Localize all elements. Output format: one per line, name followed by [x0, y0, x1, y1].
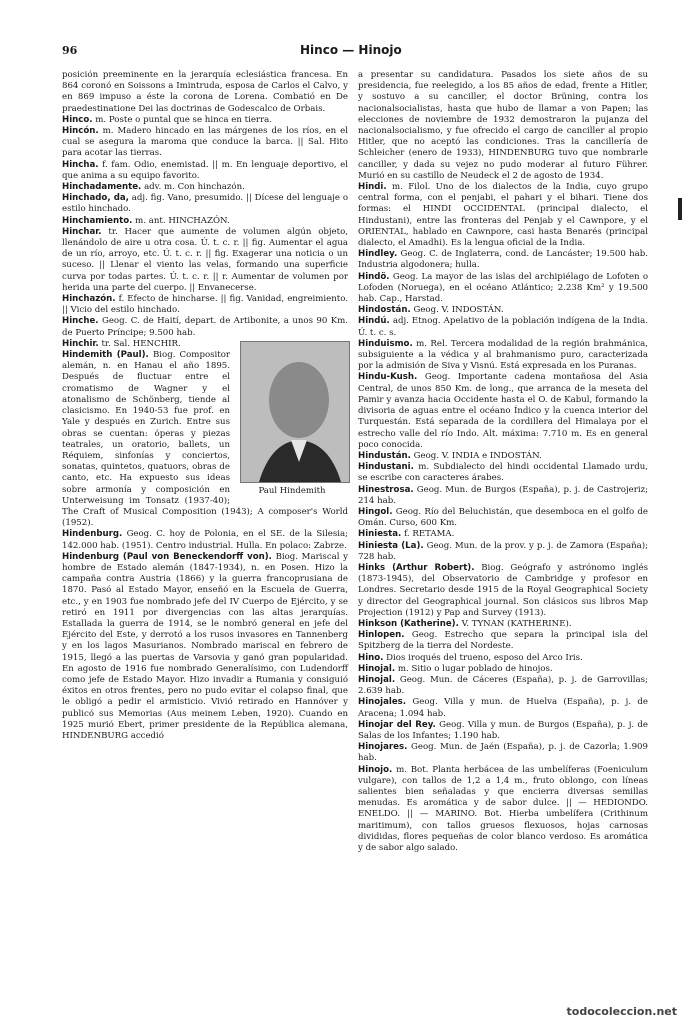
- entry-text: Geog. Importante cadena montañosa del Asia Central, de unos 850 Km. de long., que arranca de la meseta del Pamir y avanza hacia Occidente hasta el O. de Kabul, formando la divisoria de aguas entre el océano Índico y la cuenca interior del Turquestán. Está separada de la cordillera del Himalaya por el estrecho valle del río Indo. Alt. máxima: 7.710 m. Es en general poco conocida.: [358, 372, 648, 450]
- dictionary-entry: [358, 664, 648, 675]
- dictionary-entry: [358, 675, 648, 697]
- entry-text: posición preeminente en la jerarquía eclesiástica francesa. En 864 coronó en Soissons a Imintruda, esposa de Carlos el Calvo, y en 869 impuso a éste la corona de Lorena. Combatió en De praedestinatione Dei las doctrinas de Godescalco de Orbais.: [62, 70, 348, 114]
- dictionary-entry: [358, 70, 648, 182]
- entry-text: a presentar su candidatura. Pasados los siete años de su presidencia, fue reelegido, a los 85 años de edad, frente a Hitler, y sostuvo a su canciller, el doctor Brüning, contra los nacionalsocialistas, hasta que hubo de llamar a von Papen; las elecciones de noviembre de 1932 demostraron la pujanza del nacionalsocialismo, y fue ofrecido el cargo de canciller al propio Hitler, que no aceptó las condiciones. Tras la cancillería de Schleicher (enero de 1933), HINDENBURG tuvo que nombrarle canciller, y dada su vejez no pudo moderar al futuro Führer. Murió en su castillo de Neudeck el 2 de agosto de 1934.: [358, 70, 648, 181]
- dictionary-entry: [358, 619, 648, 630]
- entry-headword: Hindustani.: [358, 462, 414, 473]
- entry-text: f. fam. Odio, enemistad. || m. En lenguaje deportivo, el que anima a su equipo favorito.: [62, 159, 349, 181]
- dictionary-entry: [358, 563, 648, 619]
- entry-text: Geog. Mun. de Burgos (España), p. j. de Castrojeriz; 214 hab.: [358, 484, 649, 506]
- watermark: todocoleccion.net: [566, 1005, 677, 1018]
- running-head: Hinco — Hinojo: [300, 43, 402, 57]
- entry-text: Geog. C. hoy de Polonia, en el SE. de la Silesia; 142.000 hab. (1951). Centro industrial. Hulla. En polaco: Zabrze.: [62, 529, 348, 551]
- dictionary-entry: [358, 316, 648, 338]
- dictionary-entry: [62, 227, 348, 294]
- entry-text: m. ant. HINCHAZÓN.: [135, 215, 230, 226]
- entry-headword: Hindenburg (Paul von Beneckendorff von).: [62, 551, 272, 562]
- dictionary-entry: [62, 160, 348, 182]
- entry-headword: Hingol.: [358, 506, 393, 517]
- entry-headword: Hindustán.: [358, 450, 411, 461]
- entry-headword: Hinestrosa.: [358, 484, 414, 495]
- dictionary-entry: [62, 316, 348, 338]
- entry-text: m. Bot. Planta herbácea de las umbelíferas (Foeniculum vulgare), con tallos de 1,2 a 1,4 m., fruto oblongo, con líneas salientes bien señaladas y que encierra diversas semillas menudas. Es aromática y de sabor dulce. || — HEDIONDO. ENELDO. || — MARINO. Bot. Hierba umbelífera (Crithinum maritimum), con tallos gruesos flexuosos, hojas carnosas divididas, flores pequeñas de color blanco verdoso. Es aromática y de sabor algo salado.: [358, 764, 648, 854]
- dictionary-entry: [62, 70, 348, 115]
- dictionary-entry: [358, 742, 648, 764]
- entry-headword: Hindemith (Paul).: [62, 350, 149, 361]
- entry-text: f. RETAMA.: [404, 529, 455, 540]
- entry-headword: Hindi.: [358, 182, 387, 193]
- entry-headword: Hinchamiento.: [62, 215, 133, 226]
- entry-text: Dios iroqués del trueno, esposo del Arco Iris.: [386, 652, 583, 663]
- entry-text: tr. Hacer que aumente de volumen algún objeto, llenándolo de aire u otra cosa. Ú. t. c. r. || fig. Aumentar el agua de un río, arroyo, etc. Ú. t. c. r. || fig. Exagerar una noticia o un suceso. || Llenar el viento las velas, formando una superficie curva por todas partes. Ú. t. c. r. || r. Aumentar de volumen por herida una parte del cuerpo. || Envanecerse.: [62, 226, 348, 293]
- entry-text: tr. Sal. HENCHIR.: [101, 338, 181, 349]
- entry-text: Geog. Río del Beluchistán, que desemboca en el golfo de Omán. Curso, 600 Km.: [358, 506, 648, 529]
- entry-headword: Hinlopen.: [358, 630, 405, 641]
- entry-text: m. Filol. Uno de los dialectos de la India, cuyo grupo central forma, con el penjabi, el pahari y el bihari. Tiene dos formas: el HINDI OCCIDENTAL (principal dialecto, el Hindustani), entre las fronteras del Penjab y el Cawnpore, y el ORIENTAL, hablado en Cawnpore, casi hasta Benarés (principal dialecto, el Amadhi). Es la lengua oficial de la India.: [358, 182, 648, 249]
- dictionary-entry: [62, 115, 348, 126]
- entry-text: Geog. C. de Haití, depart. de Artibonite, a unos 90 Km. de Puerto Príncipe; 9.500 hab.: [62, 316, 349, 338]
- dictionary-entry: [358, 372, 648, 450]
- entry-text: m. Poste o puntal que se hinca en tierra.: [95, 114, 272, 125]
- entry-headword: Hindenburg.: [62, 529, 123, 540]
- entry-text: Geog. Estrecho que separa la principal isla del Spitzberg de la tierra del Nordeste.: [358, 630, 649, 652]
- entry-text: m. Madero hincado en las márgenes de los ríos, en el cual se asegura la maroma que conduce la barca. || Sal. Hito para acotar las tierras.: [62, 126, 348, 159]
- entry-headword: Hiniesta.: [358, 529, 402, 540]
- entry-headword: Hinkson (Katherine).: [358, 618, 459, 629]
- dictionary-entry: [62, 529, 348, 551]
- entry-headword: Hino.: [358, 652, 384, 663]
- entry-text: Biog. Mariscal y hombre de Estado alemán (1847-1934), n. en Posen. Hizo la campaña contra Austria (1866) y la guerra francoprusiana de 1870. Pasó al Estado Mayor, enseñó en la Escuela de Guerra, etc., y en 1903 fue nombrado jefe del IV Cuerpo de Ejército, y se retiró en 1911 por divergencias con las altas jerarquías. Estallada la guerra de 1914, se le nombró general en jefe del Ejército del Este, y derrotó a los rusos invasores en Tannenberg y en los lagos Masurianos. Nombrado mariscal en febrero de 1915, llegó a las puertas de Varsovia y ganó gran popularidad. En agosto de 1916 fue nombrado Generalísimo, con Ludendorff como jefe de Estado Mayor. Hizo invadir a Rumania y consiguió éxitos en otros frentes, pero no pudo evitar el colapso final, que le obligó a pedir el armisticio. Vivió retirado en Hannóver y publicó sus Memorias (Aus meinem Leben, 1920). Cuando en 1925 murió Ebert, primer presidente de la República alemana, HINDENBURG accedió: [62, 551, 348, 741]
- dictionary-entry: [62, 552, 348, 742]
- dictionary-entry: [358, 462, 648, 484]
- dictionary-entry: [62, 294, 348, 316]
- entry-headword: Hinks (Arthur Robert).: [358, 562, 475, 573]
- dictionary-entry: [62, 182, 348, 193]
- entry-headword: Hincha.: [62, 159, 99, 170]
- dictionary-entry: [358, 720, 648, 742]
- entry-headword: Hinojales.: [358, 697, 407, 708]
- page-number: 96: [62, 44, 78, 57]
- entry-text: Geog. Mun. de Cáceres (España), p. j. de Garrovillas; 2.639 hab.: [358, 674, 648, 697]
- dictionary-entry: [358, 182, 648, 249]
- dictionary-entry: [358, 272, 648, 306]
- dictionary-entry: [358, 451, 648, 462]
- entry-text: Geog. Villa y mun. de Burgos (España), p. j. de Salas de los Infantes; 1.190 hab.: [358, 719, 649, 741]
- dictionary-entry: [358, 249, 648, 271]
- entry-headword: Hinchado, da,: [62, 193, 129, 204]
- entry-text: m. Sitio o lugar poblado de hinojos.: [397, 663, 553, 674]
- entry-headword: Hinchadamente.: [62, 182, 142, 193]
- entry-headword: Hinchar.: [62, 226, 102, 237]
- dictionary-entry: [358, 507, 648, 529]
- entry-text: Geog. V. INDOSTÁN.: [413, 305, 504, 316]
- entry-headword: Hindú.: [358, 316, 390, 327]
- dictionary-entry: [358, 305, 648, 316]
- entry-text: Biog. Geógrafo y astrónomo inglés (1873-1945), del Observatorio de Cambridge y profesor en Londres. Secretario desde 1915 de la Royal Geographical Society y director del Geographical journal. Son clásicos sus libros Map Projection (1912) y Pap and Survey (1913).: [358, 562, 649, 618]
- dictionary-entry: [62, 126, 348, 160]
- entry-headword: Hincón.: [62, 126, 99, 137]
- dictionary-entry: [358, 653, 648, 664]
- entry-headword: Hinojal.: [358, 674, 396, 685]
- entry-text: V. TYNAN (KATHERINE).: [461, 618, 572, 629]
- right-column: [358, 70, 648, 854]
- entry-text: Geog. V. INDIA e INDOSTÁN.: [413, 450, 542, 461]
- entry-headword: Hinojares.: [358, 742, 408, 753]
- entry-text: Geog. C. de Inglaterra, cond. de Lancáster; 19.500 hab. Industria algodonera; hulla.: [358, 249, 648, 271]
- entry-text: adj. fig. Vano, presumido. || Dícese del lenguaje o estilo hinchado.: [62, 193, 348, 215]
- entry-headword: Hinduismo.: [358, 338, 413, 349]
- photo-caption: Paul Hindemith: [258, 485, 326, 496]
- entry-text: Biog. Compositor alemán, n. en Hanau el año 1895. Después de fluctuar entre el cromatismo de Wagner y el atonalismo de Schönberg, tiende al clasicismo. En 1940-53 fue prof. en Yale y después en Zurich. Entre sus obras se cuentan: óperas y piezas teatrales, un oratorio, ballets, un Réquiem, sinfonías y conciertos, sonatas, quintetos, quatuors, obras de canto, etc. Ha expuesto sus ideas sobre armonía y composición en Unterweisung im Tonsatz (1937-40); The Craft of Musical Composition (1943); A composer's World (1952).: [62, 350, 348, 529]
- entry-text: Geog. Mun. de Jaén (España), p. j. de Cazorla; 1.909 hab.: [358, 742, 648, 764]
- dictionary-entry: [62, 193, 348, 215]
- left-column: [62, 70, 348, 742]
- portrait-image: [240, 341, 350, 483]
- entry-headword: Hindu-Kush.: [358, 372, 418, 383]
- dictionary-entry: [62, 216, 348, 227]
- entry-headword: Hindley.: [358, 249, 398, 260]
- entry-headword: Hindö.: [358, 271, 390, 282]
- entry-text: adv. m. Con hinchazón.: [144, 182, 245, 193]
- photo-paul-hindemith: [236, 341, 348, 497]
- dictionary-entry: [358, 697, 648, 719]
- margin-mark: [678, 198, 682, 220]
- entry-text: f. Efecto de hincharse. || fig. Vanidad, engreimiento. || Vicio del estilo hinchado.: [62, 294, 348, 316]
- entry-text: m. Subdialecto del hindi occidental Llamado urdu, se escribe con caracteres árabes.: [358, 462, 649, 484]
- entry-text: Geog. Villa y mun. de Huelva (España), p. j. de Aracena; 1.094 hab.: [358, 697, 648, 719]
- entry-headword: Hinojal.: [358, 663, 396, 674]
- entry-text: Geog. La mayor de las islas del archipiélago de Lofoten o Lofoden (Noruega), en el océano Atlántico; 2.238 Km² y 19.500 hab. Cap., Harstad.: [358, 271, 648, 305]
- entry-headword: Hinojar del Rey.: [358, 719, 436, 730]
- dictionary-entry: [358, 529, 648, 540]
- entry-headword: Hinche.: [62, 316, 99, 327]
- entry-text: adj. Etnog. Apelativo de la población indígena de la India. Ú. t. c. s.: [358, 316, 648, 338]
- dictionary-entry: [358, 541, 648, 563]
- dictionary-entry: [358, 765, 648, 855]
- entry-headword: Hinchazón.: [62, 294, 116, 305]
- entry-text: m. Rel. Tercera modalidad de la región brahmánica, subsiguiente a la védica y al brahmanismo puro, caracterizada por la admisión de Siva y Visnú. Está expresada en los Puranas.: [358, 338, 648, 372]
- entry-headword: Hindostán.: [358, 305, 411, 316]
- dictionary-entry: [358, 339, 648, 373]
- entry-headword: Hinojo.: [358, 764, 393, 775]
- entry-headword: Hiniesta (La).: [358, 540, 424, 551]
- entry-headword: Hinco.: [62, 114, 93, 125]
- dictionary-entry: [358, 630, 648, 652]
- entry-text: Geog. Mun. de la prov. y p. j. de Zamora (España); 728 hab.: [358, 540, 648, 562]
- dictionary-entry: [358, 485, 648, 507]
- entry-headword: Hinchir.: [62, 338, 99, 349]
